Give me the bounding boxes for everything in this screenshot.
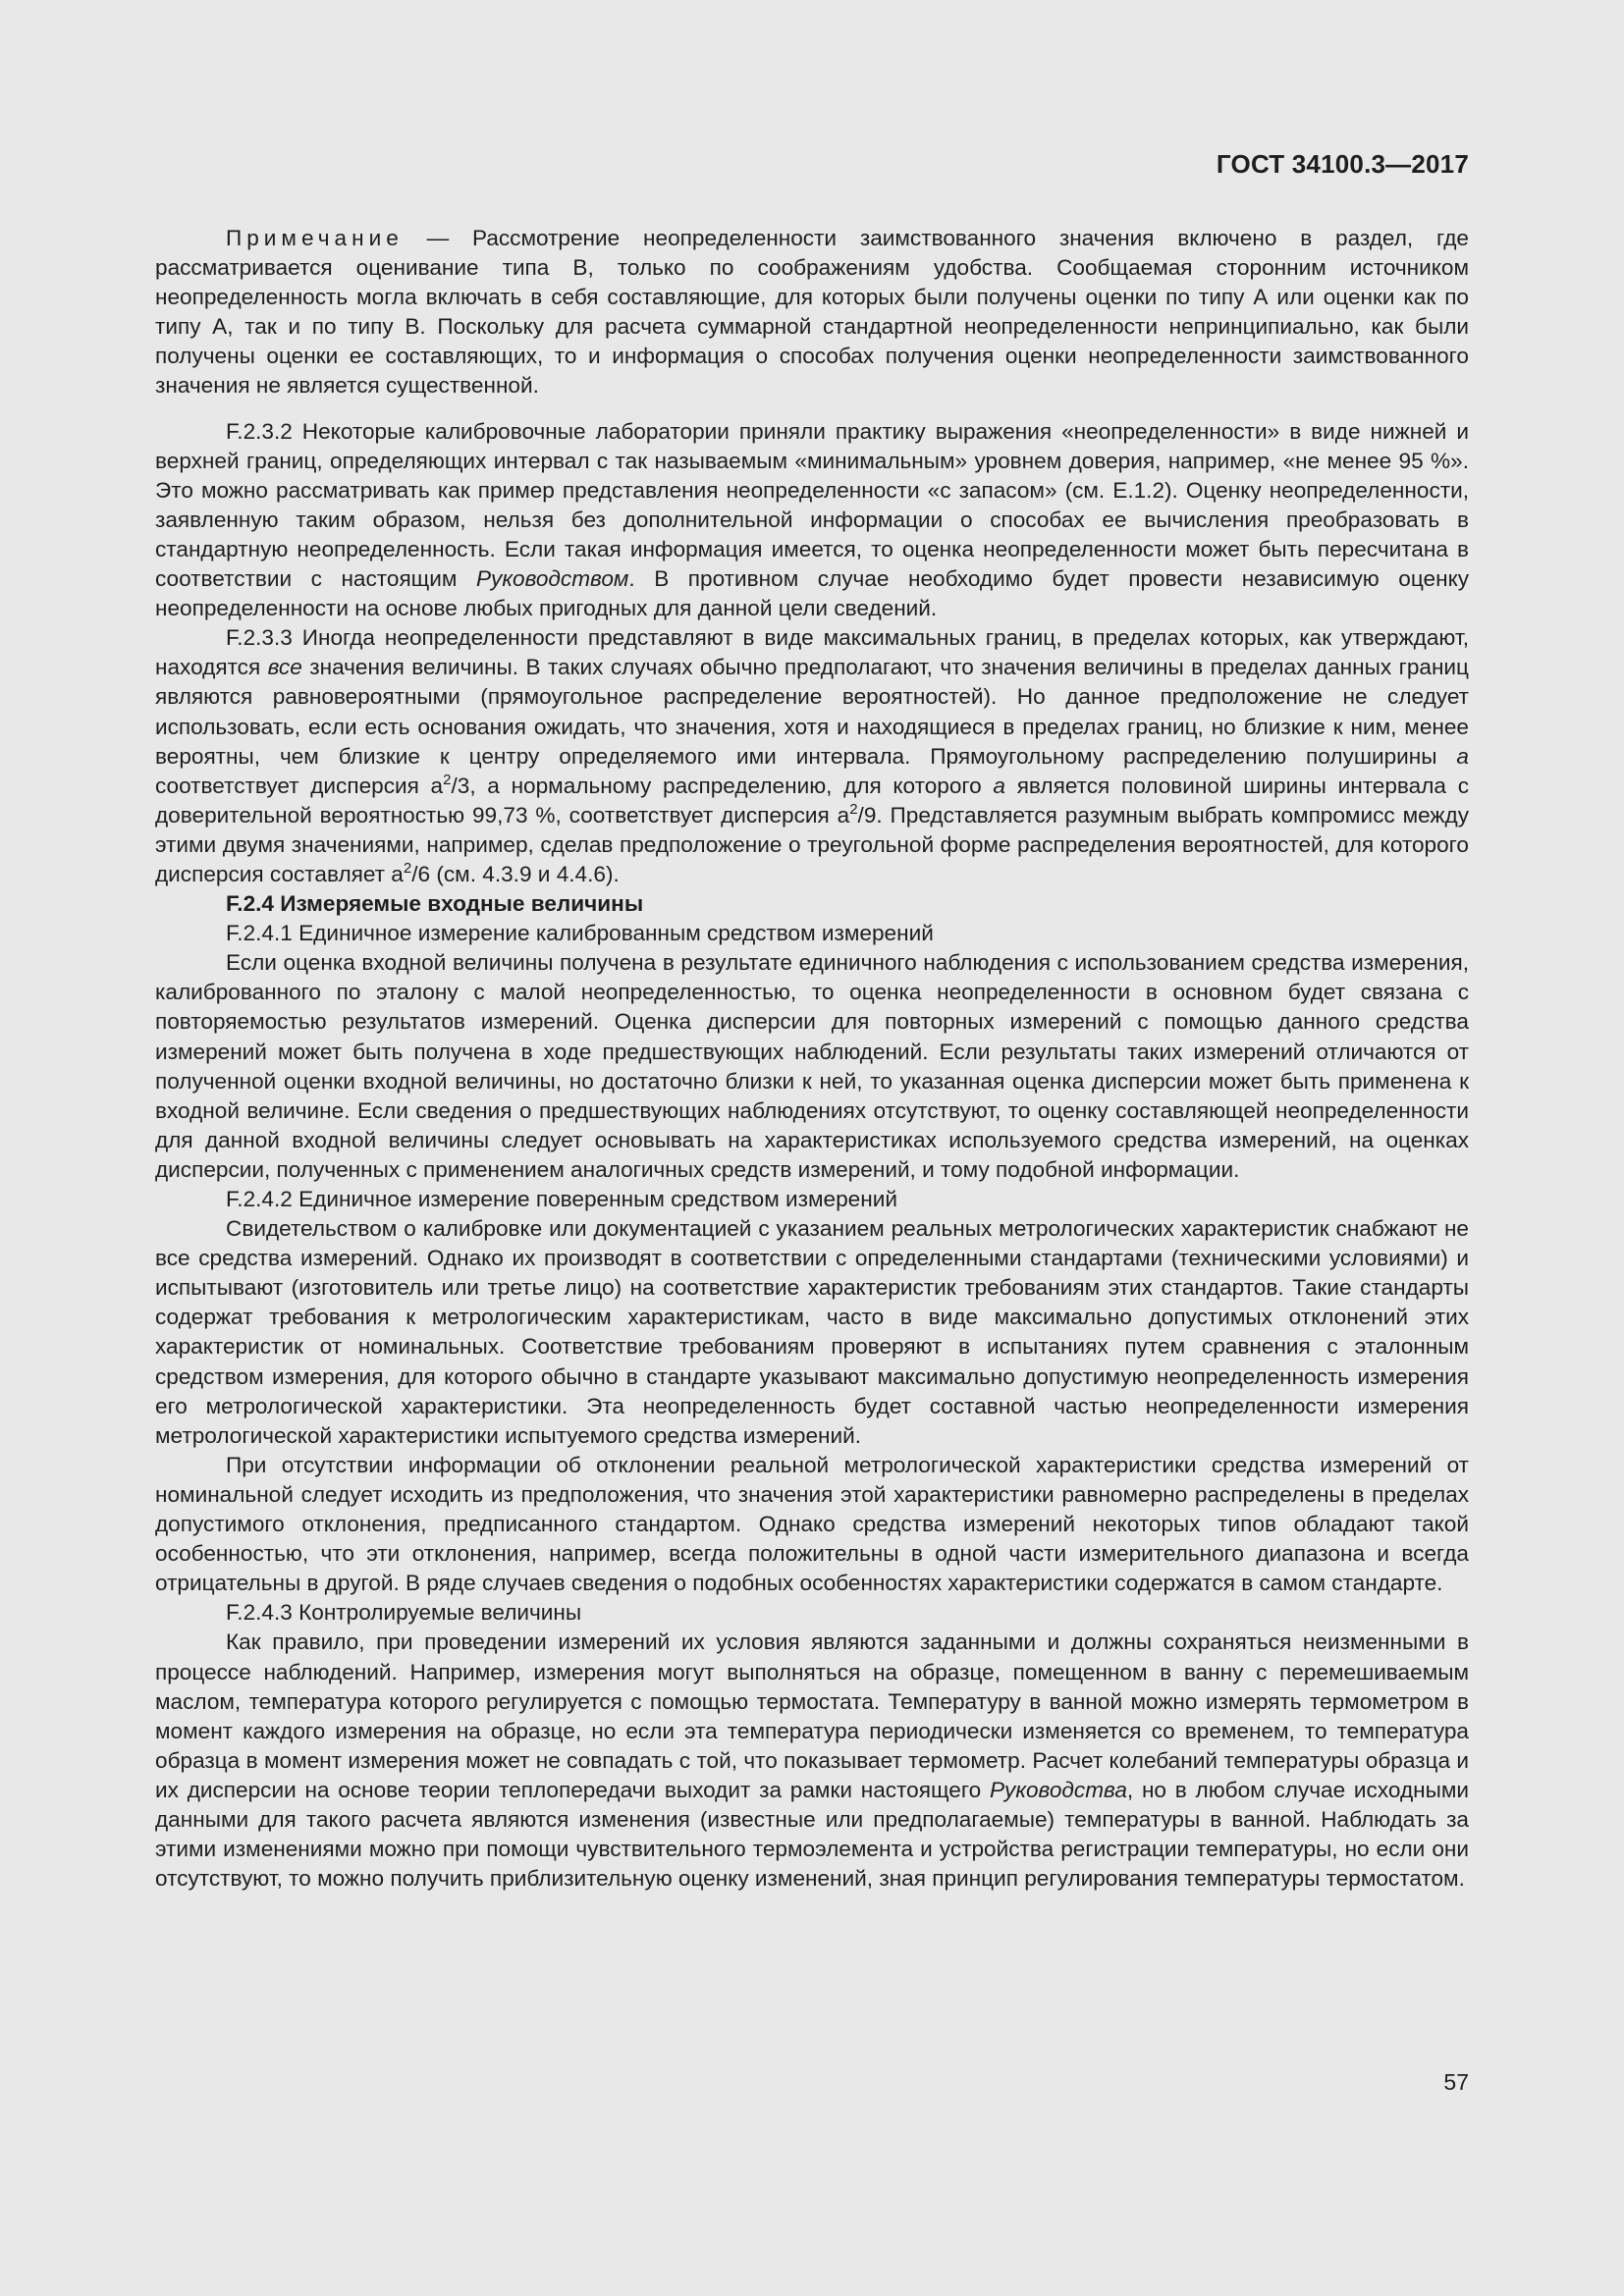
heading-f241: F.2.4.1 Единичное измерение калиброванным средством измерений bbox=[226, 921, 934, 946]
heading-f242: F.2.4.2 Единичное измерение поверенным средством измерений bbox=[226, 1187, 897, 1211]
paragraph-f233 bbox=[155, 623, 1469, 889]
f232-italic: Руководством bbox=[475, 566, 629, 592]
document-body bbox=[155, 224, 1469, 1894]
f233-text-e: является половиной ширины интервала с доверительной вероятностью 99,73 %, соответствует дисперсия а bbox=[155, 773, 1469, 828]
f232-text-b: . В противном случае необходимо будет провести независимую оценку неопределенности на основе любых пригодных для данной цели сведений. bbox=[155, 566, 1470, 621]
f233-italic-vse: все bbox=[267, 655, 302, 680]
f243-text-a: Как правило, при проведении измерений их условия являются заданными и должны сохраняться неизменными в процессе наблюдений. Например, измерения могут выполняться на образце, помещенном в ванну с перемешиваемым маслом, температура которого регулируется с помощью термостата. Температуру в ванной можно измерять термометром в момент каждого измерения на образце, но если эта температура периодически изменяется со временем, то температура образца в момент измерения может не совпадать с той, что показывает термометр. Расчет колебаний температуры образца и их дисперсии на основе теории теплопередачи выходит за рамки настоящего bbox=[155, 1629, 1469, 1802]
f233-text-c: соответствует дисперсия а bbox=[155, 773, 444, 798]
f233-var-a-2: a bbox=[993, 773, 1005, 798]
f233-sup-3: 2 bbox=[403, 859, 412, 877]
heading-f243: F.2.4.3 Контролируемые величины bbox=[226, 1600, 582, 1626]
note-text: — Рассмотрение неопределенности заимствованного значения включено в раздел, где рассматривается оценивание типа В, только по соображениям удобства. Сообщаемая сторонним источником неопределенность могла включать в себя составляющие, для которых были получены оценки по типу А или оценки как по типу А, так и по типу В. Поскольку для расчета суммарной стандартной неопределенности непринципиально, как были получены оценки ее составляющих, то и информация о способах получения оценки неопределенности заимствованного значения не является существенной. bbox=[155, 226, 1469, 399]
paragraph-f232 bbox=[155, 417, 1469, 624]
f233-text-f: /9. Представляется разумным выбрать компромисс между этими двумя значениями, например, сделав предположение о треугольной форме распределения вероятностей, для которого дисперсия составляет а bbox=[155, 802, 1470, 886]
page-number: 57 bbox=[1443, 2069, 1469, 2095]
document-header: ГОСТ 34100.3—2017 bbox=[1216, 149, 1469, 179]
f233-text-d: /3, а нормальному распределению, для которого bbox=[451, 773, 994, 798]
f233-text-a: F.2.3.3 Иногда неопределенности представляют в виде максимальных границ, в пределах которых, как утверждают, находятся bbox=[155, 625, 1469, 680]
note-paragraph bbox=[155, 224, 1469, 401]
f233-text-b: значения величины. В таких случаях обычно предполагают, что значения величины в пределах данных границ являются равновероятными (прямоугольное распределение вероятностей). Но данное предположение не следует использовать, если есть основания ожидать, что значения, хотя и находящиеся в пределах границ, но близкие к ним, менее вероятны, чем близкие к центру определяемого ими интервала. Прямоугольному распределению полуширины bbox=[155, 655, 1469, 769]
paragraph-f242-2: При отсутствии информации об отклонении реальной метрологической характеристики средства измерений от номинальной следует исходить из предположения, что значения этой характеристики равномерно распределены в пределах допустимого отклонения, предписанного стандартом. Однако средства измерений некоторых типов обладают такой особенностью, что эти отклонения, например, всегда положительны в одной части измерительного диапазона и всегда отрицательны в другой. В ряде случаев сведения о подобных особенностях характеристики содержатся в самом стандарте. bbox=[155, 1452, 1469, 1596]
f232-text-a: F.2.3.2 Некоторые калибровочные лаборатории приняли практику выражения «неопределенности» в виде нижней и верхней границ, определяющих интервал с так называемым «минимальным» уровнем доверия, например, «не менее 95 %». Это можно рассматривать как пример представления неопределенности «с запасом» (см. Е.1.2). Оценку неопределенности, заявленную таким образом, нельзя без дополнительной информации о способах ее вычисления преобразовать в стандартную неопределенность. Если такая информация имеется, то оценка неопределенности может быть пересчитана в соответствии с настоящим bbox=[155, 418, 1469, 592]
paragraph-f242-1: Свидетельством о калибровке или документацией с указанием реальных метрологических характеристик снабжают не все средства измерений. Однако их производят в соответствии с определенными стандартами (техническими условиями) и испытывают (изготовитель или третье лицо) на соответствие характеристик требованиям этих стандартов. Такие стандарты содержат требования к метрологическим характеристикам, часто в виде максимально допустимых отклонений этих характеристик от номинальных. Соответствие требованиям проверяют в испытаниях путем сравнения с эталонным средством измерения, для которого обычно в стандарте указывают максимально допустимую неопределенность измерения его метрологической характеристики. Эта неопределенность будет составной частью неопределенности измерения метрологической характеристики испытуемого средства измерений. bbox=[155, 1216, 1469, 1448]
paragraph-f243 bbox=[155, 1628, 1469, 1894]
f233-sup-2: 2 bbox=[849, 800, 858, 818]
heading-f24: F.2.4 Измеряемые входные величины bbox=[226, 891, 644, 917]
f243-text-b: , но в любом случае исходными данными для такого расчета являются изменения (известные или предполагаемые) температуры в ванной. Наблюдать за этими изменениями можно при помощи чувствительного термоэлемента и устройства регистрации температуры, но если они отсутствуют, то можно получить приблизительную оценку изменений, зная принцип регулирования температуры термостатом. bbox=[155, 1777, 1469, 1892]
f233-text-g: /6 (см. 4.3.9 и 4.4.6). bbox=[411, 861, 620, 886]
paragraph-f241: Если оценка входной величины получена в результате единичного наблюдения с использованием средства измерения, калиброванного по эталону с малой неопределенностью, то оценка неопределенности в основном будет связана с повторяемостью результатов измерений. Оценка дисперсии для повторных измерений с помощью данного средства измерений может быть получена в ходе предшествующих наблюдений. Если результаты таких измерений отличаются от полученной оценки входной величины, но достаточно близки к ней, то указанная оценка дисперсии может быть применена к входной величине. Если сведения о предшествующих наблюдениях отсутствуют, то оценку составляющей неопределенности для данной входной величины следует основывать на характеристиках используемого средства измерений, на оценках дисперсии, полученных с применением аналогичных средств измерений, и тому подобной информации. bbox=[155, 950, 1469, 1182]
f233-var-a: a bbox=[1456, 743, 1469, 769]
note-label: Примечание bbox=[226, 226, 404, 250]
f233-sup-1: 2 bbox=[443, 771, 452, 788]
f243-italic: Руководства bbox=[989, 1777, 1127, 1802]
